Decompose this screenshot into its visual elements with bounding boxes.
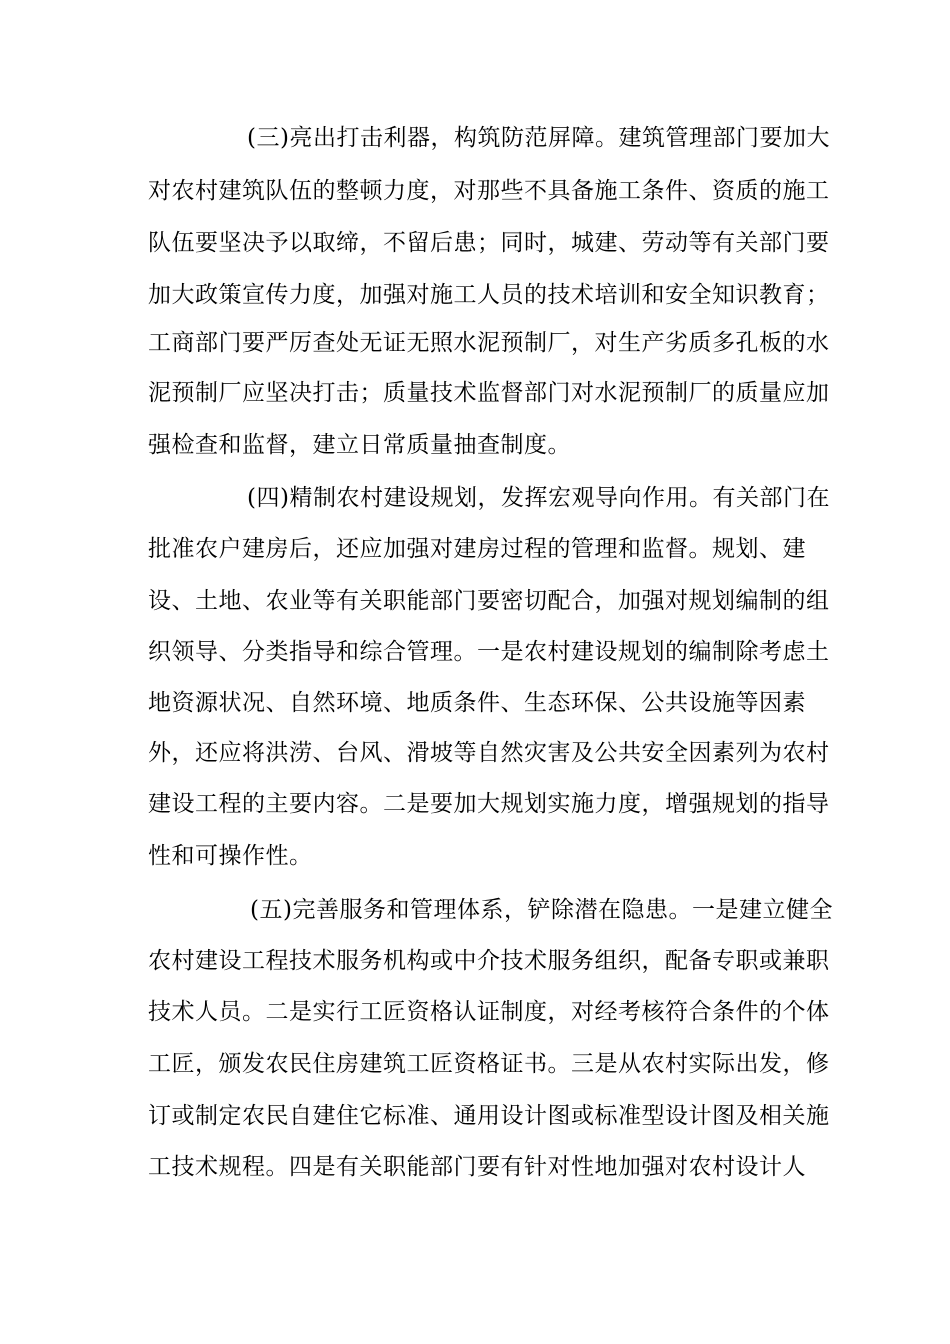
paragraph-5-line-2: 农村建设工程技术服务机构或中介技术服务组织，配备专职或兼职	[148, 948, 830, 974]
paragraph-4-line-4: 织领导、分类指导和综合管理。一是农村建设规划的编制除考虑土	[148, 639, 830, 665]
paragraph-5-line-6: 工技术规程。四是有关职能部门要有针对性地加强对农村设计人	[148, 1154, 806, 1180]
paragraph-3-line-1: (三)亮出打击利器，构筑防范屏障。建筑管理部门要加大	[247, 125, 830, 151]
paragraph-4-line-5: 地资源状况、自然环境、地质条件、生态环保、公共设施等因素	[148, 690, 806, 716]
paragraph-5-line-4: 工匠，颁发农民住房建筑工匠资格证书。三是从农村实际出发，修	[148, 1051, 830, 1077]
paragraph-4-line-3: 设、土地、农业等有关职能部门要密切配合，加强对规划编制的组	[148, 588, 830, 614]
paragraph-4-line-7: 建设工程的主要内容。二是要加大规划实施力度，增强规划的指导	[148, 791, 830, 817]
paragraph-5-line-3: 技术人员。二是实行工匠资格认证制度，对经考核符合条件的个体	[148, 999, 830, 1025]
paragraph-4-line-2: 批准农户建房后，还应加强对建房过程的管理和监督。规划、建	[148, 536, 806, 562]
paragraph-3-line-6: 泥预制厂应坚决打击；质量技术监督部门对水泥预制厂的质量应加	[148, 380, 830, 406]
paragraph-4-line-6: 外，还应将洪涝、台风、滑坡等自然灾害及公共安全因素列为农村	[148, 740, 830, 766]
paragraph-3-line-3: 队伍要坚决予以取缔，不留后患；同时，城建、劳动等有关部门要	[148, 230, 830, 256]
paragraph-3-line-4: 加大政策宣传力度，加强对施工人员的技术培训和安全知识教育；	[148, 282, 830, 308]
paragraph-5-line-5: 订或制定农民自建住它标准、通用设计图或标准型设计图及相关施	[148, 1103, 830, 1129]
paragraph-3-line-2: 对农村建筑队伍的整顿力度，对那些不具备施工条件、资质的施工	[148, 178, 830, 204]
paragraph-5-line-1: (五)完善服务和管理体系，铲除潜在隐患。一是建立健全	[250, 897, 833, 923]
paragraph-4-line-1: (四)精制农村建设规划，发挥宏观导向作用。有关部门在	[247, 485, 830, 511]
paragraph-3-line-7: 强检查和监督，建立日常质量抽查制度。	[148, 432, 571, 458]
paragraph-4-line-8: 性和可操作性。	[148, 843, 313, 869]
paragraph-3-line-5: 工商部门要严厉查处无证无照水泥预制厂，对生产劣质多孔板的水	[148, 330, 830, 356]
